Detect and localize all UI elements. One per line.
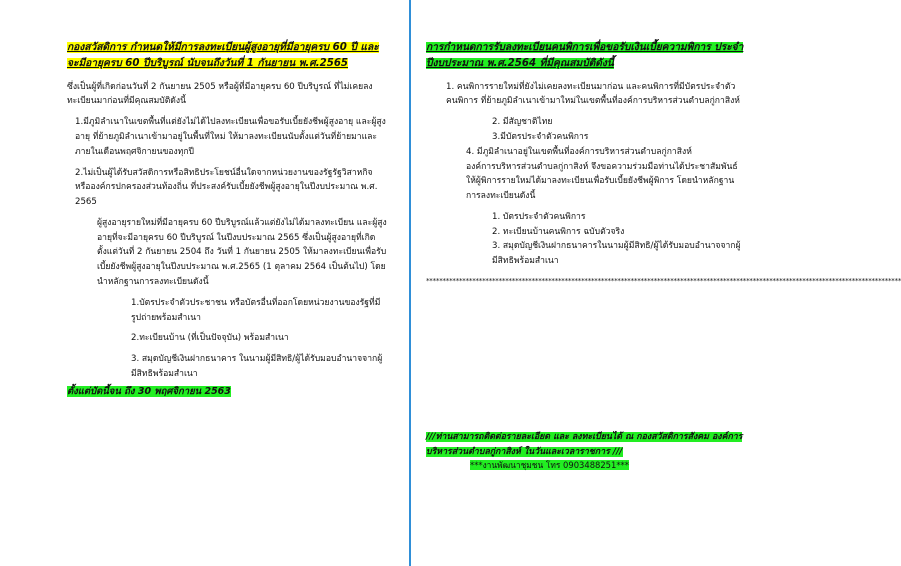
right-paragraph: องค์การบริหารส่วนตำบลกู่กาสิงห์ จึงขอความร่วมมือท่านได้ประชาสัมพันธ์ให้ผู้พิการรายใหม่ได้มาลงทะเบียนเพื่อรับเบี้ยยังชีพผู้พิการ โดยนำหลักฐานการลงทะเบียนดังนี้ bbox=[466, 161, 738, 202]
left-condition-1: 1.มีภูมิลำเนาในเขตพื้นที่แต่ยังไม่ได้ไปลงทะเบียนเพื่อขอรับเบี้ยยังชีพผู้สูงอายุ และผู้สูงอายุ ที่ย้ายภูมิลำเนาเข้ามาอยู่ในพื้นที่ใหม่ ให้มาลงทะเบียนนับตั้งแต่วันที่ย้ายมาและภายในเดือนพฤศจิกายนของทุกปี bbox=[75, 117, 386, 157]
right-document-1: 1. บัตรประจำตัวคนพิการ bbox=[492, 211, 586, 222]
left-condition-2: 2.ไม่เป็นผู้ได้รับสวัสดิการหรือสิทธิประโยชน์อื่นใดจากหน่วยงานของรัฐรัฐวิสาหกิจ หรือองค์กรปกครองส่วนท้องถิ่น ที่ประสงค์รับเบี้ยยังชีพผู้สูงอายุในปีงบประมาณ พ.ศ. 2565 bbox=[75, 167, 378, 208]
left-intro: ซึ่งเป็นผู้ที่เกิดก่อนวันที่ 2 กันยายน 2505 หรือผู้ที่มีอายุครบ 60 ปีบริบูรณ์ ที่ไม่เคยลงทะเบียนมาก่อนที่มีคุณสมบัติดังนี้ bbox=[67, 81, 373, 107]
page-fold-line bbox=[409, 0, 411, 566]
right-qualification-3: 3.มีบัตรประจำตัวคนพิการ bbox=[492, 131, 589, 142]
left-document-2: 2.ทะเบียนบ้าน (ที่เป็นปัจจุบัน) พร้อมสำเนา bbox=[131, 333, 289, 344]
left-document-1: 1.บัตรประจำตัวประชาชน หรือบัตรอื่นที่ออกโดยหน่วยงานของรัฐที่มีรูปถ่ายพร้อมสำเนา bbox=[131, 297, 381, 323]
contact-info-text: ///ท่านสามารถติดต่อรายละเอียด และ ลงทะเบียนได้ ณ กองสวัสดิการสังคม องค์การบริหารส่วนตำบลกู่กาสิงห์ ในวันและเวลาราชการ /// bbox=[426, 432, 743, 457]
left-deadline-text: ตั้งแต่บัดนี้จน ถึง 30 พฤศจิกายน 2563 bbox=[67, 385, 231, 397]
left-paragraph: ผู้สูงอายุรายใหม่ที่มีอายุครบ 60 ปีบริบูรณ์แล้วแต่ยังไม่ได้มาลงทะเบียน และผู้สูงอายุที่จะมีอายุครบ 60 ปีบริบูรณ์ ในปีงบประมาณ 2565 ซึ่งเป็นผู้สูงอายุที่เกิดตั้งแต่วันที่ 2 กันยายน 2504 ถึง วันที่ 1 กันยายน 2505 ให้มาลงทะเบียนเพื่อรับเบี้ยยังชีพผู้สูงอายุในปีงบประมาณ พ.ศ.2565 (1 ตุลาคม 2564 เป็นต้นไป) โดยนำหลักฐานการลงทะเบียนดังนี้ bbox=[97, 217, 387, 287]
right-document-3: 3. สมุดบัญชีเงินฝากธนาคารในนามผู้มีสิทธิ/ผู้ได้รับมอบอำนาจจากผู้มีสิทธิพร้อมสำเนา bbox=[492, 241, 741, 267]
right-document-2: 2. ทะเบียนบ้านคนพิการ ฉบับตัวจริง bbox=[492, 226, 625, 237]
contact-phone-text: ***งานพัฒนาชุมชน โทร 0903488251*** bbox=[470, 460, 629, 470]
contact-info bbox=[426, 430, 748, 459]
right-title-text: การกำหนดการรับลงทะเบียนคนพิการเพื่อขอรับเงินเบี้ยความพิการ ประจำปีงบประมาณ พ.ศ.2564 ที่มีคุณสมบัติดังนี้ bbox=[426, 42, 744, 69]
right-column bbox=[426, 40, 901, 287]
left-title-text: กองสวัสดิการ กำหนดให้มีการลงทะเบียนผู้สูงอายุที่มีอายุครบ 60 ปี และจะมีอายุครบ 60 ปีบริบูรณ์ นับจนถึงวันที่ 1 กันยายน พ.ศ.2565 bbox=[67, 42, 379, 69]
right-qualification-1: 1. คนพิการรายใหม่ที่ยังไม่เคยลงทะเบียนมาก่อน และคนพิการที่มีบัตรประจำตัวคนพิการ ที่ย้ายภูมิลำเนาเข้ามาใหม่ในเขตพื้นที่องค์การบริหารส่วนตำบลกู่กาสิงห์ bbox=[446, 81, 740, 107]
left-document-3: 3. สมุดบัญชีเงินฝากธนาคาร ในนามผู้มีสิทธิ/ผู้ได้รับมอบอำนาจจากผู้มีสิทธิพร้อมสำเนา bbox=[131, 354, 383, 379]
left-title bbox=[67, 40, 387, 72]
right-separator: ************************************************************************************************************************************************ bbox=[426, 277, 901, 285]
right-title bbox=[426, 40, 746, 72]
left-deadline bbox=[67, 384, 387, 400]
right-qualification-4: 4. มีภูมิลำเนาอยู่ในเขตพื้นที่องค์การบริหารส่วนตำบลกู่กาสิงห์ bbox=[466, 146, 692, 157]
contact-block bbox=[426, 430, 748, 473]
left-column bbox=[67, 40, 387, 400]
contact-phone bbox=[426, 459, 748, 473]
right-qualification-2: 2. มีสัญชาติไทย bbox=[492, 117, 553, 128]
